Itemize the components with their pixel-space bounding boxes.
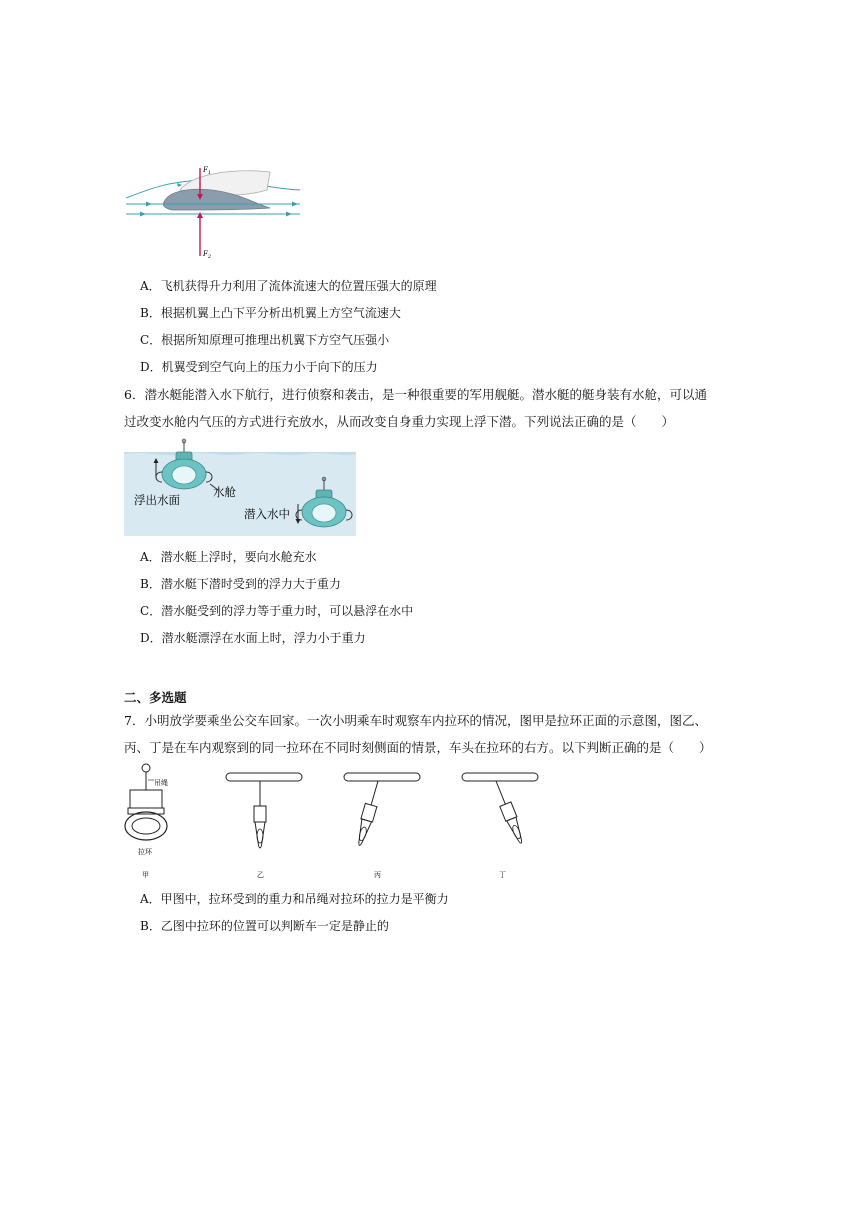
q5-option-b[interactable]: B．根据机翼上凸下平分析出机翼上方空气流速大: [140, 306, 401, 320]
handle-figure: [120, 758, 550, 880]
q6-option-b[interactable]: B．潜水艇下潜时受到的浮力大于重力: [140, 577, 341, 591]
side-view-bing: [326, 758, 422, 857]
f1-label: $F_1$: [203, 166, 212, 176]
caption-bing: 丙: [374, 871, 381, 879]
q7-stem-line1: 7．小明放学要乘坐公交车回家。一次小明乘车时观察车内拉环的情况，图甲是拉环正面的示意图，图乙、: [124, 713, 707, 728]
q7-option-a[interactable]: A．甲图中，拉环受到的重力和吊绳对拉环的拉力是平衡力: [140, 892, 449, 906]
f2-label: $F_2$: [203, 250, 212, 260]
streamline-arrow: [177, 183, 182, 187]
q5-option-a[interactable]: A．飞机获得升力利用了流体流速大的位置压强大的原理: [140, 279, 437, 293]
q6-option-c[interactable]: C．潜水艇受到的浮力等于重力时，可以悬浮在水中: [140, 604, 414, 618]
section-heading: 二、多选题: [124, 690, 187, 705]
q7-stem-line2: 丙、丁是在车内观察到的同一拉环在不同时刻侧面的情景，车头在拉环的右方。以下判断正确的是（ ）: [124, 740, 712, 755]
front-view-handle: [125, 764, 168, 856]
caption-yi: 乙: [257, 871, 264, 879]
q5-option-d[interactable]: D．机翼受到空气向上的压力小于向下的压力: [140, 360, 378, 374]
rope-label: 吊绳: [154, 779, 168, 787]
float-label: 浮出水面: [134, 493, 180, 507]
q7-option-b[interactable]: B．乙图中拉环的位置可以判断车一定是静止的: [140, 919, 389, 933]
airfoil-figure: [122, 160, 304, 260]
q6-stem-line2: 过改变水舱内气压的方式进行充放水，从而改变自身重力实现上浮下潜。下列说法正确的是（ ）: [124, 414, 675, 429]
side-view-ding: [459, 758, 550, 855]
dive-label: 潜入水中: [244, 507, 290, 521]
q6-stem-line1: 6．潜水艇能潜入水下航行，进行侦察和袭击，是一种很重要的军用舰艇。潜水艇的艇身装有水舱，可以通: [124, 387, 707, 402]
q5-option-c[interactable]: C．根据所知原理可推理出机翼下方空气压强小: [140, 333, 390, 347]
submarine-figure: [124, 438, 356, 536]
q6-option-a[interactable]: A．潜水艇上浮时，要向水舱充水: [140, 550, 317, 564]
ring-label: 拉环: [138, 848, 152, 856]
q6-option-d[interactable]: D．潜水艇漂浮在水面上时，浮力小于重力: [140, 631, 366, 645]
tank-label: 水舱: [213, 485, 236, 499]
caption-ding: 丁: [499, 871, 506, 879]
caption-jia: 甲: [142, 871, 149, 879]
side-view-yi: [226, 773, 302, 848]
